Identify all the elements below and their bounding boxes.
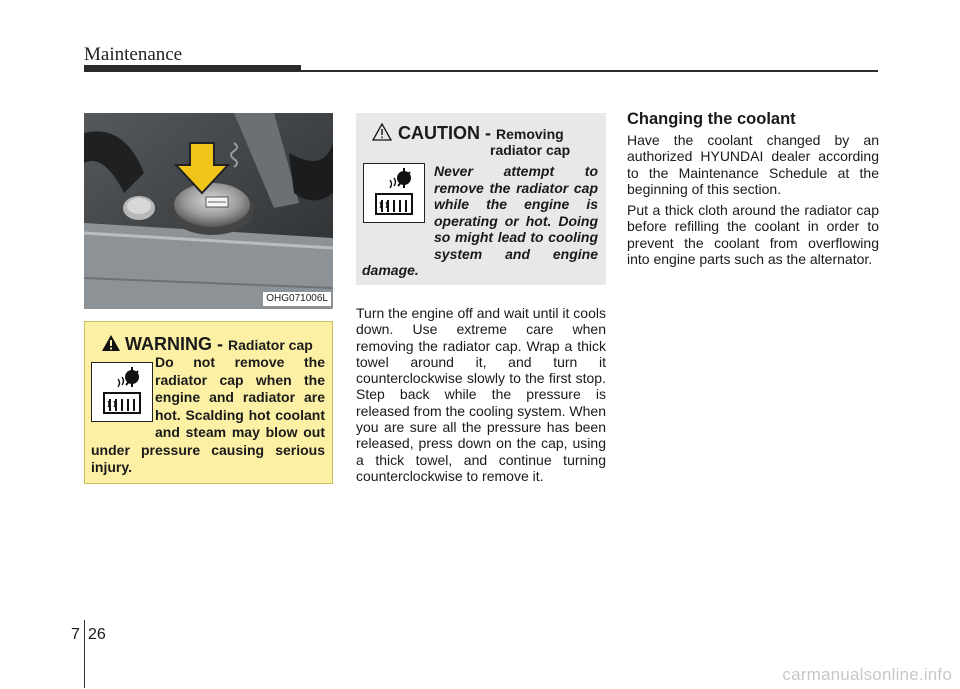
figure-code: OHG071006L — [263, 292, 331, 306]
caution-subject-line2: radiator cap — [490, 142, 571, 158]
chapter-number: 7 — [71, 626, 80, 643]
footer-rule — [84, 620, 85, 688]
warning-body: Do not remove the radiator cap when the engine and radiator are hot. Scalding hot coolant and steam may blow out under pressure causing serious injury. — [91, 354, 325, 475]
watermark: carmanualsonline.info — [782, 665, 952, 684]
changing-coolant-paragraph-1: Have the coolant changed by an authorized HYUNDAI dealer according to the Maintenance Schedule at the beginning of this section. — [627, 132, 879, 197]
changing-coolant-heading: Changing the coolant — [627, 110, 796, 128]
caution-body: Never attempt to remove the radiator cap while the engine is operating or hot. Doing so might lead to cooling system and engine damage. — [362, 163, 598, 278]
caution-label: CAUTION - — [398, 123, 496, 143]
radiator-cap-instructions: Turn the engine off and wait until it cools down. Use extreme care when removing the radiator cap. Wrap a thick towel around it, and turn it counterclockwise slowly to the first stop. Step back while the pressure is released from the cooling system. When you are sure all the pressure has been released, press down on the cap, using a thick towel, and continue turning counterclockwise to remove it. — [356, 305, 606, 484]
warning-subject: Radiator cap — [228, 337, 313, 353]
hot-radiator-icon — [363, 163, 425, 223]
header-rule-thick — [84, 65, 301, 72]
radiator-photo-illustration — [84, 113, 333, 309]
caution-heading — [372, 123, 564, 144]
caution-triangle-icon — [372, 123, 392, 141]
page-number: 26 — [88, 626, 106, 643]
warning-label: WARNING - — [125, 334, 228, 354]
header-rule-thin — [301, 70, 878, 72]
radiator-cap-photo — [84, 113, 333, 309]
warning-heading — [101, 334, 313, 355]
warning-box — [84, 321, 333, 484]
caution-subject-line1: Removing — [496, 126, 564, 142]
changing-coolant-paragraph-2: Put a thick cloth around the radiator cap before refilling the coolant in order to prevent the coolant from overflowing into engine parts such as the alternator. — [627, 202, 879, 267]
warning-triangle-icon — [101, 334, 121, 352]
hot-radiator-icon — [91, 362, 153, 422]
section-title: Maintenance — [84, 44, 183, 65]
caution-box — [356, 113, 606, 285]
